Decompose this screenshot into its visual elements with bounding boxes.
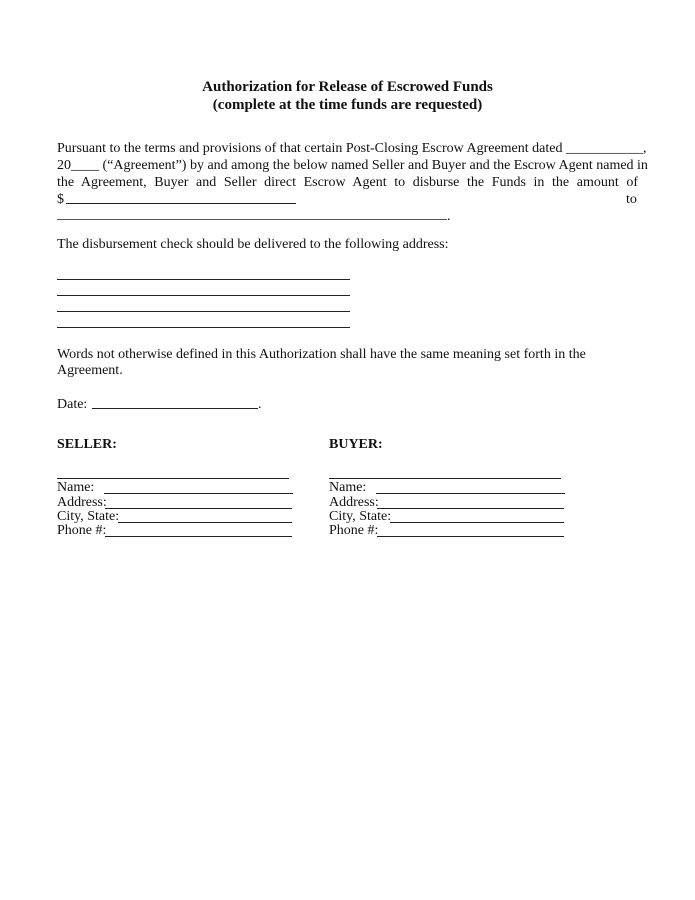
- address-prompt: The disbursement check should be delivered to the following address:: [57, 237, 449, 252]
- buyer-city-state-field[interactable]: [390, 522, 564, 523]
- amount-to-label: to: [626, 192, 637, 207]
- paragraph1-line1: Pursuant to the terms and provisions of that certain Post-Closing Escrow Agreement dated ___________,: [57, 141, 647, 156]
- document-title: Authorization for Release of Escrowed Funds: [202, 79, 493, 95]
- buyer-name-label: Name:: [329, 480, 367, 495]
- seller-name-label: Name:: [57, 480, 95, 495]
- buyer-phone-field[interactable]: [377, 536, 564, 537]
- paragraph1-line3: the Agreement, Buyer and Seller direct Escrow Agent to disburse the Funds in the amount of: [57, 175, 638, 190]
- buyer-city-state-label: City, State:: [329, 509, 392, 524]
- definitions-line2: Agreement.: [57, 363, 123, 378]
- seller-name-row: [57, 480, 94, 495]
- definitions-line1: Words not otherwise defined in this Authorization shall have the same meaning set forth in the: [57, 347, 586, 362]
- seller-phone-label: Phone #:: [57, 523, 107, 538]
- address-line-1-field[interactable]: [57, 279, 350, 280]
- seller-name-field[interactable]: [104, 493, 293, 494]
- buyer-address-row: [329, 495, 379, 510]
- buyer-phone-row: [329, 523, 378, 538]
- seller-city-state-label: City, State:: [57, 509, 120, 524]
- document-subtitle: (complete at the time funds are requested): [212, 97, 483, 113]
- seller-address-field[interactable]: [105, 508, 292, 509]
- buyer-phone-label: Phone #:: [329, 523, 379, 538]
- buyer-heading: BUYER:: [329, 437, 383, 452]
- address-line-2-field[interactable]: [57, 295, 350, 296]
- payee-field[interactable]: [57, 219, 447, 220]
- seller-heading: SELLER:: [57, 437, 117, 452]
- seller-address-row: [57, 495, 107, 510]
- buyer-name-row: [329, 480, 366, 495]
- address-line-4-field[interactable]: [57, 327, 350, 328]
- date-label: Date:: [57, 397, 88, 412]
- date-field[interactable]: [92, 408, 258, 409]
- buyer-city-state-row: [329, 509, 391, 524]
- seller-city-state-field[interactable]: [118, 522, 292, 523]
- buyer-signature-field[interactable]: [329, 478, 561, 479]
- buyer-address-field[interactable]: [377, 508, 564, 509]
- seller-signature-field[interactable]: [57, 478, 289, 479]
- seller-address-label: Address:: [57, 495, 107, 510]
- address-line-3-field[interactable]: [57, 311, 350, 312]
- amount-prefix: $: [57, 192, 64, 207]
- paragraph1-line2: 20____ (“Agreement”) by and among the below named Seller and Buyer and the Escrow Agent named in: [57, 158, 648, 173]
- payee-period: .: [447, 209, 451, 224]
- seller-city-state-row: [57, 509, 119, 524]
- seller-phone-field[interactable]: [105, 536, 292, 537]
- buyer-name-field[interactable]: [376, 493, 565, 494]
- seller-phone-row: [57, 523, 106, 538]
- date-period: .: [258, 397, 262, 412]
- buyer-address-label: Address:: [329, 495, 379, 510]
- amount-field[interactable]: [66, 203, 296, 204]
